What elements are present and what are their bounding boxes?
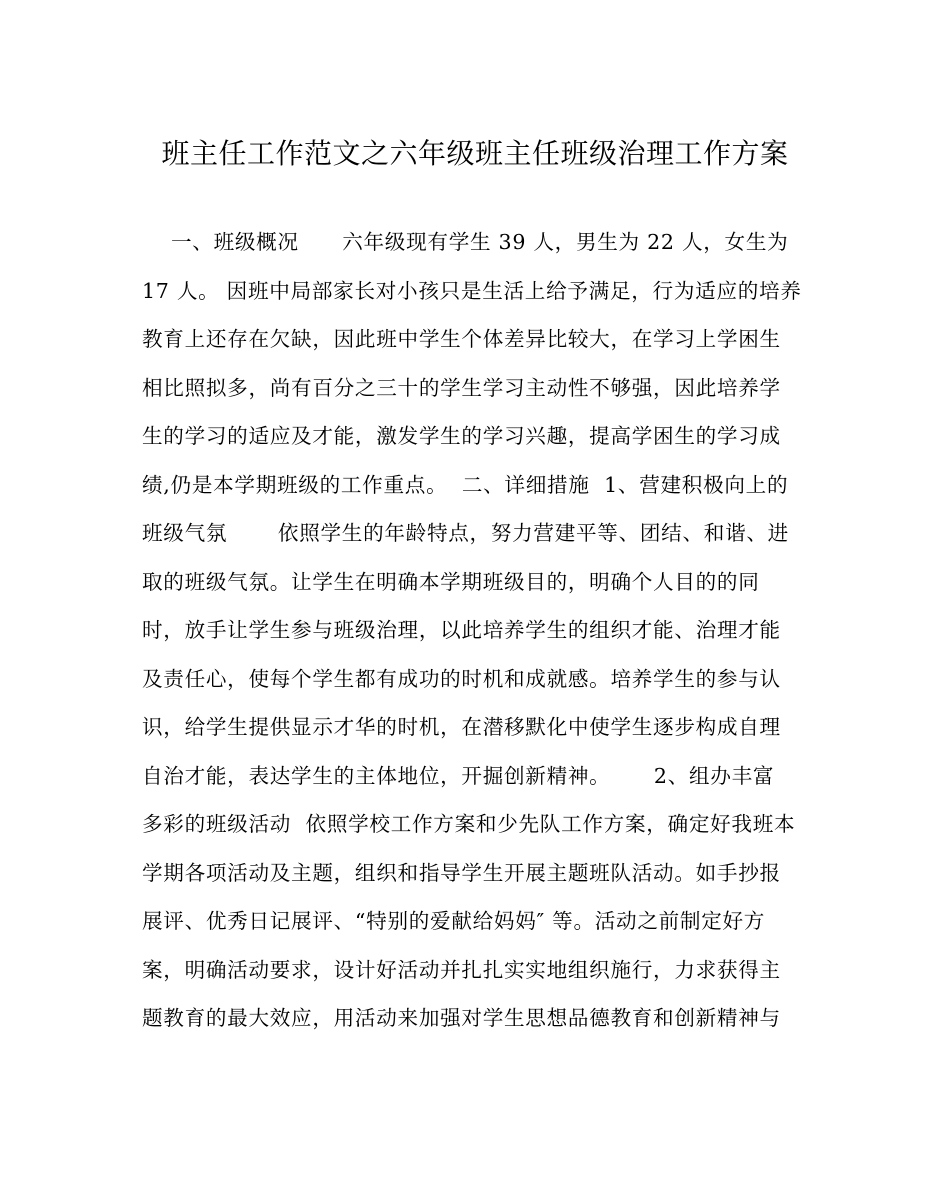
body-line-12: 自治才能，表达学生的主体地位，开掘创新精神。 2、组办丰富 xyxy=(142,763,775,788)
body-line-9: 时，放手让学生参与班级治理，以此培养学生的组织才能、治理才能 xyxy=(142,618,781,642)
body-line-14: 学期各项活动及主题，组织和指导学生开展主题班队活动。如手抄报 xyxy=(142,860,781,885)
body-line-1: 一、班级概况 六年级现有学生 39 人，男生为 22 人，女生为 xyxy=(142,230,789,254)
body-line-5: 生的学习的适应及才能，激发学生的学习兴趣，提高学困生的学习成 xyxy=(142,424,781,448)
body-line-7: 班级气氛 依照学生的年龄特点，努力营建平等、团结、和谐、进 xyxy=(142,521,789,545)
body-line-3: 教育上还存在欠缺，因此班中学生个体差异比较大，在学习上学困生 xyxy=(142,327,781,351)
body-line-2: 17 人。 因班中局部家长对小孩只是生活上给予满足，行为适应的培养 xyxy=(142,278,802,303)
body-line-15: 展评、优秀日记展评、“特别的爱献给妈妈″ 等。活动之前制定好方 xyxy=(142,909,766,933)
document-title: 班主任工作范文之六年级班主任班级治理工作方案 xyxy=(161,137,789,170)
body-line-10: 及责任心，使每个学生都有成功的时机和成就感。培养学生的参与认 xyxy=(142,666,781,691)
body-line-4: 相比照拟多，尚有百分之三十的学生学习主动性不够强，因此培养学 xyxy=(142,375,781,400)
body-line-16: 案，明确活动要求，设计好活动并扎扎实实地组织施行，力求获得主 xyxy=(142,957,781,982)
document-body xyxy=(142,218,822,1043)
body-line-17: 题教育的最大效应，用活动来加强对学生思想品德教育和创新精神与 xyxy=(142,1006,781,1030)
body-line-8: 取的班级气氛。让学生在明确本学期班级目的，明确个人目的的同 xyxy=(142,569,760,594)
body-line-11: 识，给学生提供显示才华的时机，在潜移默化中使学生逐步构成自理 xyxy=(142,715,781,739)
body-line-13: 多彩的班级活动 依照学校工作方案和少先队工作方案，确定好我班本 xyxy=(142,812,796,836)
body-line-6: 绩,仍是本学期班级的工作重点。 二、详细措施 1、营建积极向上的 xyxy=(142,472,789,497)
